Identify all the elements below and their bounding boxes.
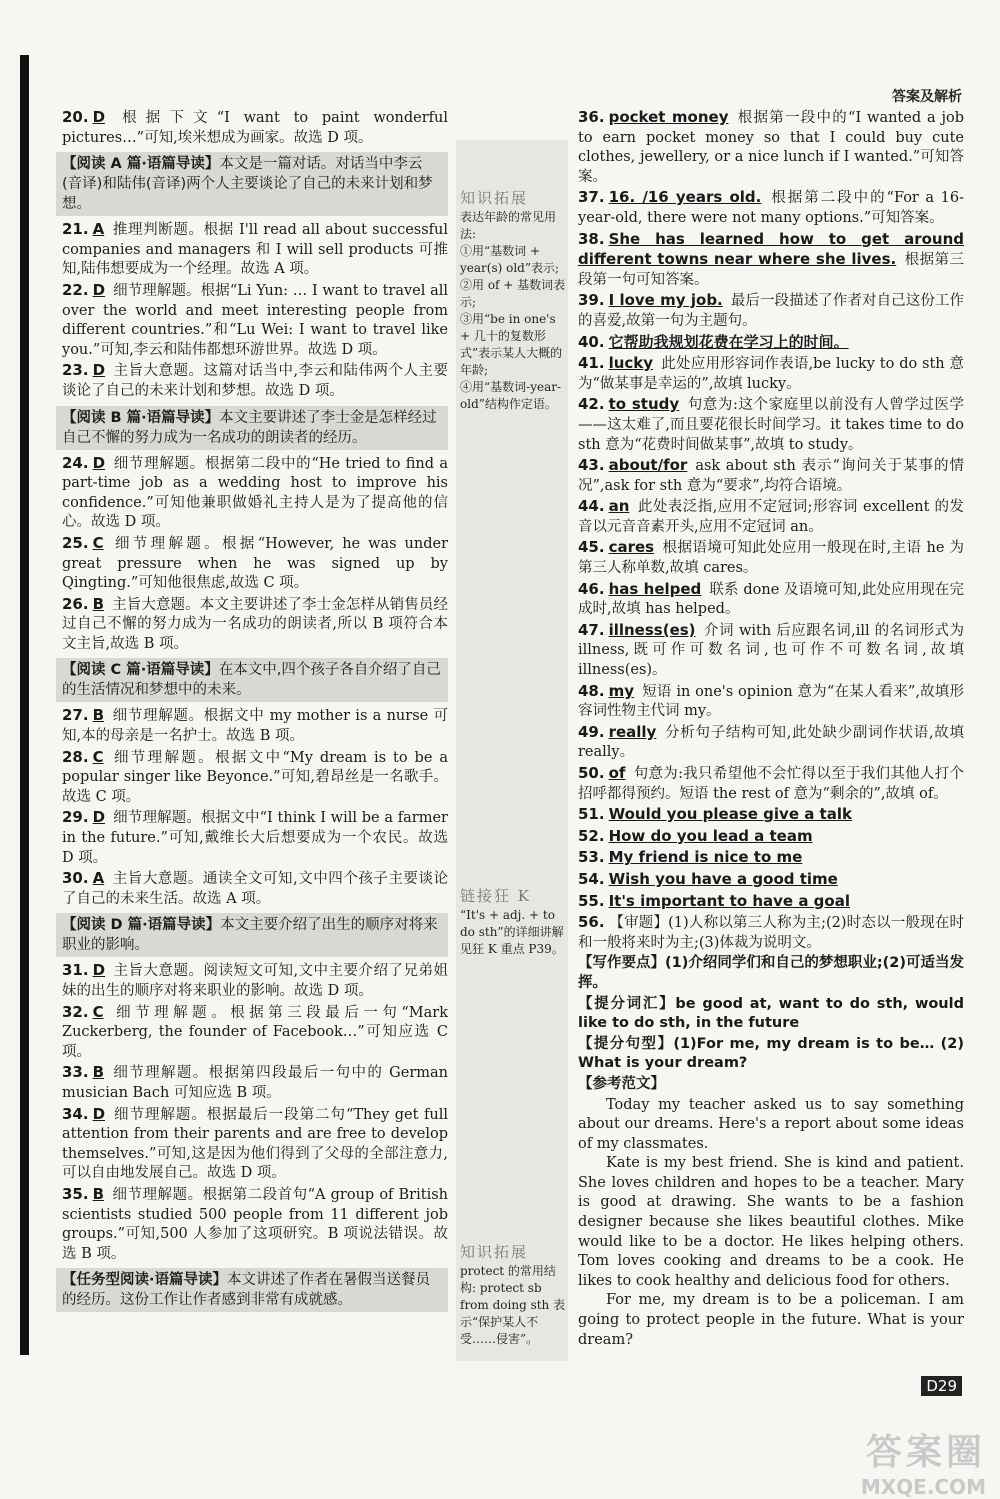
answer-key: D bbox=[92, 361, 106, 380]
explanation-text: 【审题】(1)人称以第三人称为主;(2)时态以一般现在时和一般将来时为主;(3)体裁为说明文。 bbox=[578, 915, 965, 951]
answer-item bbox=[62, 1003, 448, 1063]
right-column bbox=[578, 108, 964, 1350]
answer-item bbox=[578, 395, 964, 455]
answer-item bbox=[578, 682, 964, 722]
answer-key: D bbox=[92, 808, 106, 827]
explanation-text: 推理判断题。根据 I'll read all about successful companies and managers 和 I will sell products 可推知,陆伟想要成为一个经理。故选 A 项。 bbox=[62, 222, 448, 278]
answer-item bbox=[62, 1105, 448, 1184]
writing-section: 【提分词汇】be good at, want to do sth, would like to do sth, in the future bbox=[578, 995, 964, 1032]
explanation-text: 联系 done 及语境可知,此处应用现在完成时,故填 has helped。 bbox=[578, 581, 965, 618]
answer-key: C bbox=[92, 1002, 104, 1021]
answer-key: She has learned how to get around different towns near where she lives. bbox=[578, 229, 964, 269]
passage-guide bbox=[56, 1268, 448, 1312]
answer-item bbox=[62, 281, 448, 360]
passage-guide-label: 【阅读 C 篇·语篇导读】 bbox=[62, 662, 219, 679]
question-number: 49. bbox=[578, 722, 605, 741]
question-number: 36. bbox=[578, 108, 605, 126]
explanation-text: 主旨大意题。通读全文可知,文中四个孩子主要谈论了自己的未来生活。故选 A 项。 bbox=[62, 871, 448, 907]
question-number: 40. bbox=[578, 332, 605, 351]
watermark bbox=[861, 1424, 986, 1499]
question-number: 22. bbox=[62, 280, 89, 299]
passage-guide bbox=[56, 406, 448, 450]
question-number: 42. bbox=[578, 395, 605, 414]
question-number: 55. bbox=[578, 891, 605, 910]
question-number: 23. bbox=[62, 361, 89, 380]
answer-key: has helped bbox=[608, 579, 702, 598]
watermark-top: 答案圈 bbox=[865, 1432, 986, 1473]
answer-key: illness(es) bbox=[608, 620, 696, 639]
question-number: 34. bbox=[62, 1104, 89, 1123]
question-number: 41. bbox=[578, 354, 605, 373]
sample-essay-paragraph: For me, my dream is to be a policeman. I am going to protect people in the future. What is your dream? bbox=[578, 1292, 964, 1348]
explanation-text: 根据第三段第一句可知答案。 bbox=[578, 252, 965, 288]
explanation-text: 细节理解题。根据文中“I think I will be a farmer in the future.”可知,戴维长大后想要成为一个农民。故选 D 项。 bbox=[62, 810, 448, 866]
answer-item bbox=[578, 764, 964, 804]
question-number: 35. bbox=[62, 1184, 89, 1203]
explanation-text: 此处应用形容词作表语,be lucky to do sth 意为“做某事是幸运的”,故填 lucky。 bbox=[578, 356, 964, 392]
answer-key: D bbox=[92, 108, 106, 126]
question-number: 24. bbox=[62, 453, 89, 472]
answer-item bbox=[578, 805, 964, 826]
question-number: 20. bbox=[62, 108, 89, 126]
question-number: 53. bbox=[578, 848, 605, 867]
answer-item bbox=[578, 333, 964, 354]
answer-item bbox=[62, 1185, 448, 1264]
answer-item bbox=[578, 108, 964, 187]
question-number: 47. bbox=[578, 620, 605, 639]
watermark-bottom: MXQE.COM bbox=[860, 1475, 986, 1499]
answer-key: B bbox=[92, 594, 105, 613]
answer-item bbox=[578, 913, 964, 953]
answer-key: D bbox=[92, 280, 106, 299]
side-note-line: “It's + adj. + to do sth”的详细讲解见狂 K 重点 P39。 bbox=[460, 908, 564, 956]
passage-guide-text: 本文主要讲述了李士金是怎样经过自己不懈的努力成为一名成功的朗读者的经历。 bbox=[62, 409, 437, 446]
answer-key: my bbox=[608, 681, 634, 700]
question-number: 48. bbox=[578, 681, 605, 700]
answer-key: Would you please give a talk bbox=[608, 805, 852, 824]
passage-guide bbox=[56, 913, 448, 957]
side-note-line: protect 的常用结构: protect sb from doing sth 表示“保护某人不受……侵害”。 bbox=[460, 1264, 566, 1346]
answer-key: 16. /16 years old. bbox=[608, 188, 762, 207]
answer-item bbox=[62, 961, 448, 1001]
question-number: 37. bbox=[578, 188, 605, 207]
answer-item bbox=[578, 580, 964, 620]
side-note-title: 知识拓展 bbox=[460, 189, 529, 207]
answer-item bbox=[578, 827, 964, 848]
question-number: 27. bbox=[62, 706, 89, 725]
answer-item bbox=[62, 706, 448, 746]
question-number: 30. bbox=[62, 869, 89, 888]
answer-key: about/for bbox=[608, 456, 688, 475]
question-number: 54. bbox=[578, 869, 605, 888]
answer-item bbox=[578, 538, 964, 578]
answer-key: I love my job. bbox=[608, 291, 723, 310]
answer-key: pocket money bbox=[608, 108, 729, 126]
answer-key: It's important to have a goal bbox=[608, 891, 850, 910]
answer-item bbox=[578, 723, 964, 763]
question-number: 51. bbox=[578, 805, 605, 824]
question-number: 52. bbox=[578, 826, 605, 845]
answer-item bbox=[62, 808, 448, 868]
side-note-title: 知识拓展 bbox=[460, 1243, 529, 1261]
question-number: 29. bbox=[62, 808, 89, 827]
answer-key: C bbox=[92, 747, 104, 766]
side-note-line: ②用 of + 基数词表示; bbox=[460, 278, 566, 309]
answer-item bbox=[62, 361, 448, 401]
answer-key: C bbox=[92, 533, 104, 552]
explanation-text: 细节理解题。根据“Li Yun: … I want to travel all over the world and meet interesting people from different countries.”和“Lu Wei: I want to travel like you.”可知,李云和陆伟都想环游世界。故选 D 项。 bbox=[62, 282, 448, 358]
answer-item bbox=[578, 354, 964, 394]
passage-guide-label: 【阅读 B 篇·语篇导读】 bbox=[62, 409, 220, 426]
answer-item bbox=[578, 188, 964, 228]
question-number: 26. bbox=[62, 594, 89, 613]
question-number: 21. bbox=[62, 220, 89, 239]
answer-item bbox=[62, 108, 448, 148]
answer-key: How do you lead a team bbox=[608, 826, 813, 845]
sample-essay-paragraph: Today my teacher asked us to say something about our dreams. Here's a report about some ideas of my classmates. bbox=[578, 1096, 964, 1152]
answer-key: really bbox=[608, 722, 657, 741]
question-number: 44. bbox=[578, 497, 605, 516]
answer-key: B bbox=[92, 1063, 105, 1082]
answer-key: My friend is nice to me bbox=[608, 848, 803, 867]
left-column bbox=[62, 108, 448, 1316]
explanation-text: 细节理解题。根据第二段首句“A group of British scientists studied 500 people from 11 different job groups.”可知,500 人参加了这项研究。B 项说法错误。故选 B 项。 bbox=[62, 1186, 448, 1262]
explanation-text: 短语 in one's opinion 意为“在某人看来”,故填形容词性物主代词 my。 bbox=[578, 683, 964, 720]
answer-item bbox=[62, 220, 448, 280]
side-note-line: ①用“基数词 + year(s) old”表示; bbox=[460, 244, 560, 275]
writing-section: 【写作要点】(1)介绍同学们和自己的梦想职业;(2)可适当发挥。 bbox=[578, 955, 964, 991]
question-number: 32. bbox=[62, 1002, 89, 1021]
page-number: D29 bbox=[921, 1376, 962, 1396]
explanation-text: 根据第二段中的“For a 16-year-old, there were not many options.”可知答案。 bbox=[578, 190, 965, 226]
answer-key: an bbox=[608, 497, 630, 516]
explanation-text: 细节理解题。根据“However, he was under great pressure when he was signed up by Qingting.”可知他很焦虑,故选 C 项。 bbox=[62, 535, 448, 592]
explanation-text: 主旨大意题。本文主要讲述了李士金怎样从销售员经过自己不懈的努力成为一名成功的朗读者,所以 B 项符合本文主旨,故选 B 项。 bbox=[62, 596, 448, 652]
explanation-text: 细节理解题。根据最后一段第二句“They get full attention from their parents and are free to develop themselves.”可知,这是因为他们得到了父母的全部注意力,可以自由地发展自己。故选 D 项。 bbox=[62, 1106, 448, 1182]
passage-guide-label: 【任务型阅读·语篇导读】 bbox=[62, 1272, 228, 1289]
answer-item bbox=[578, 456, 964, 496]
writing-section: 【提分句型】(1)For me, my dream is to be… (2) What is your dream? bbox=[578, 1035, 964, 1072]
side-note-age bbox=[460, 190, 568, 413]
writing-section: 【参考范文】 bbox=[578, 1075, 665, 1092]
explanation-text: 细节理解题。根据文中 my mother is a nurse 可知,本的母亲是一名护士。故选 B 项。 bbox=[62, 708, 448, 745]
answer-key: cares bbox=[608, 538, 655, 557]
answer-key: D bbox=[92, 453, 106, 472]
explanation-text: 根据下文“I want to paint wonderful pictures…”可知,埃米想成为画家。故选 D 项。 bbox=[62, 110, 448, 146]
question-number: 45. bbox=[578, 538, 605, 557]
explanation-text: 句意为:这个家庭里以前没有人曾学过医学——这太难了,而且要花很长时间学习。it takes time to do sth 意为“花费时间做某事”,故填 to study。 bbox=[578, 397, 964, 453]
explanation-text: ask about sth 表示“询问关于某事的情况”,ask for sth 意为“要求”,均符合语境。 bbox=[578, 458, 964, 494]
passage-guide-text: 本文是一篇对话。对话当中李云(音译)和陆伟(音译)两个人主要谈论了自己的未来计划和梦想。 bbox=[62, 156, 433, 213]
answer-key: B bbox=[92, 1184, 105, 1203]
answer-key: B bbox=[92, 706, 105, 725]
answer-key: lucky bbox=[608, 354, 654, 373]
answer-key: A bbox=[92, 220, 105, 239]
answer-item bbox=[62, 595, 448, 655]
answer-key: A bbox=[92, 869, 105, 888]
explanation-text: 主旨大意题。阅读短文可知,文中主要介绍了兄弟姐妹的出生的顺序对将来职业的影响。故选 D 项。 bbox=[62, 963, 448, 999]
question-number: 46. bbox=[578, 579, 605, 598]
explanation-text: 最后一段描述了作者对自己这份工作的喜爱,故第一句为主题句。 bbox=[578, 293, 964, 329]
answer-item bbox=[578, 621, 964, 681]
answer-key: Wish you have a good time bbox=[608, 869, 838, 888]
explanation-text: 细节理解题。根据文中“My dream is to be a popular singer like Beyonce.”可知,碧昂丝是一名歌手。故选 C 项。 bbox=[62, 749, 448, 805]
question-number: 39. bbox=[578, 291, 605, 310]
question-number: 31. bbox=[62, 961, 89, 980]
answer-item bbox=[62, 748, 448, 808]
side-note-title: 链接狂 K bbox=[460, 887, 531, 905]
answer-item bbox=[62, 1063, 448, 1103]
explanation-text: 分析句子结构可知,此处缺少副词作状语,故填 really。 bbox=[578, 724, 964, 761]
passage-guide-text: 本文主要介绍了出生的顺序对将来职业的影响。 bbox=[62, 917, 438, 954]
passage-guide-text: 在本文中,四个孩子各自介绍了自己的生活情况和梦想中的未来。 bbox=[62, 662, 441, 699]
explanation-text: 细节理解题。根据第二段中的“He tried to find a part-time job as a wedding host to improve his confidence.”可知他兼职做婚礼主持人是为了提高他的信心。故选 D 项。 bbox=[62, 455, 448, 531]
side-note-protect bbox=[460, 1244, 568, 1348]
question-number: 56. bbox=[578, 913, 605, 932]
explanation-text: 细节理解题。根据第三段最后一句“Mark Zuckerberg, the founder of Facebook…”可知应选 C 项。 bbox=[62, 1004, 448, 1060]
side-note-line: 表达年龄的常见用法: bbox=[460, 210, 557, 241]
answer-item bbox=[62, 534, 448, 594]
page-header: 答案及解析 bbox=[892, 89, 962, 105]
answer-key: 它帮助我规划花费在学习上的时间。 bbox=[608, 332, 849, 351]
question-number: 28. bbox=[62, 747, 89, 766]
answer-item bbox=[578, 892, 964, 913]
passage-guide bbox=[56, 152, 448, 216]
question-number: 25. bbox=[62, 533, 89, 552]
question-number: 38. bbox=[578, 229, 605, 248]
side-note-line: ④用“基数词-year-old”结构作定语。 bbox=[460, 380, 562, 411]
answer-item bbox=[578, 848, 964, 869]
side-note-line: ③用“be in one's + 几十的复数形式”表示某人大概的年龄; bbox=[460, 312, 563, 377]
passage-guide-label: 【阅读 D 篇·语篇导读】 bbox=[62, 917, 221, 934]
explanation-text: 介词 with 后应跟名词,ill 的名词形式为 illness,既可作可数名词,也可作不可数名词,故填 illness(es)。 bbox=[578, 622, 964, 679]
explanation-text: 此处表泛指,应用不定冠词;形容词 excellent 的发音以元音音素开头,应用不定冠词 an。 bbox=[578, 499, 964, 535]
sample-essay-paragraph: Kate is my best friend. She is kind and patient. She loves children and hopes to be a teacher. Mary is good at drawing. She wants to be a fashion designer because she likes beautiful clothes. Mike would like to be a doctor. He likes helping others. Tom loves cooking and dreams to be a cook. He likes to cook healthy and delicious food for others. bbox=[578, 1155, 964, 1289]
passage-guide-label: 【阅读 A 篇·语篇导读】 bbox=[62, 156, 220, 173]
answer-item bbox=[578, 230, 964, 291]
answer-item bbox=[578, 291, 964, 331]
answer-key: D bbox=[92, 961, 106, 980]
explanation-text: 句意为:我只希望他不会忙得以至于我们其他人打个招呼都得预约。短语 the rest of 意为“剩余的”,故填 of。 bbox=[578, 766, 964, 802]
passage-guide bbox=[56, 658, 448, 702]
answer-key: to study bbox=[608, 395, 680, 414]
answer-item bbox=[62, 869, 448, 909]
answer-item bbox=[578, 497, 964, 537]
side-note-link bbox=[460, 888, 568, 958]
explanation-text: 主旨大意题。这篇对话当中,李云和陆伟两个人主要谈论了自己的未来计划和梦想。故选 D 项。 bbox=[62, 363, 448, 399]
answer-item bbox=[62, 454, 448, 533]
explanation-text: 细节理解题。根据第四段最后一句中的 German musician Bach 可知应选 B 项。 bbox=[62, 1065, 448, 1101]
answer-item bbox=[578, 870, 964, 891]
question-number: 50. bbox=[578, 764, 605, 782]
explanation-text: 根据第一段中的“I wanted a job to earn pocket money so that I could buy cute clothes, jewellery, or a nice lunch if I wanted.”可知答案。 bbox=[578, 110, 964, 185]
passage-guide-text: 本文讲述了作者在暑假当送餐员的经历。这份工作让作者感到非常有成就感。 bbox=[62, 1272, 431, 1309]
explanation-text: 根据语境可知此处应用一般现在时,主语 he 为第三人称单数,故填 cares。 bbox=[578, 540, 964, 577]
answer-key: of bbox=[608, 764, 626, 782]
binding-strip bbox=[20, 55, 29, 1355]
question-number: 33. bbox=[62, 1063, 89, 1082]
answer-key: D bbox=[92, 1104, 106, 1123]
question-number: 43. bbox=[578, 456, 605, 475]
